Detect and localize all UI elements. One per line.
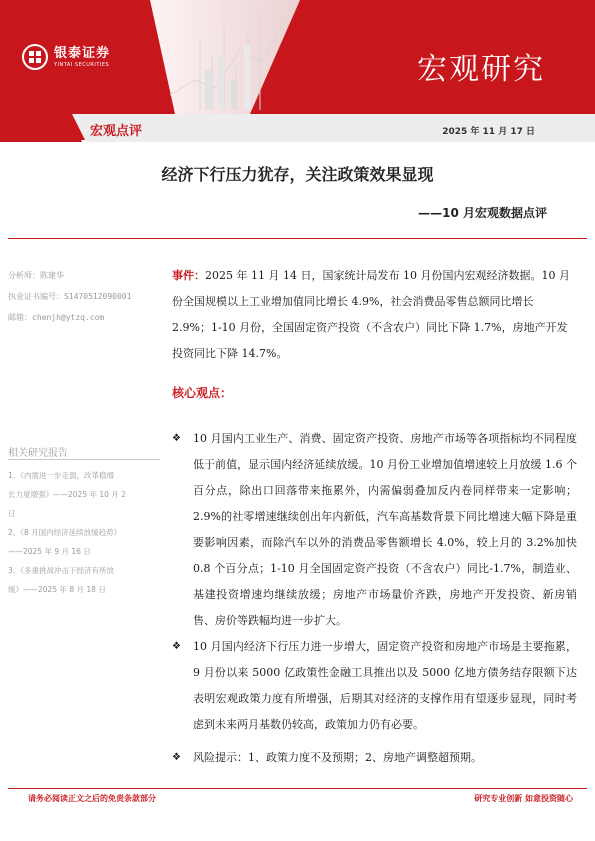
related-reports-list: [8, 466, 160, 599]
report-category: 宏观点评: [90, 124, 143, 139]
related-report-line: 缓》——2025 年 8 月 18 日: [8, 585, 106, 594]
core-view-item: [172, 634, 577, 738]
related-report-line: 3、《多重挑战冲击下经济有所放: [8, 566, 115, 575]
core-view-text: 10 月国内经济下行压力进一步增大，固定资产投资和房地产市场是主要拖累，9 月份以来 5000 亿政策性金融工具推出以及 5000 亿地方债务结存限额下达表明宏观政策力度有所增强，后期其对经济的支撑作用有望逐步显现，同时考虑到未来两月基数仍较高，政策加力仍有必要。: [193, 640, 577, 731]
related-report-item[interactable]: [8, 466, 160, 523]
disclaimer-note: 请务必阅读正文之后的免责条款部分: [28, 794, 156, 803]
related-report-line: 1、《内需进一步走弱，改革稳增: [8, 471, 115, 480]
diamond-bullet-icon: ❖: [172, 433, 181, 444]
report-date: 2025 年 11 月 17 日: [442, 127, 535, 137]
analyst-info: [8, 270, 158, 333]
related-report-item[interactable]: [8, 523, 160, 561]
company-logo: [22, 44, 110, 70]
event-text: 2025 年 11 月 14 日，国家统计局发布 10 月份国内宏观经济数据。10 月份全国规模以上工业增加值同比增长 4.9%，社会消费品零售总额同比增长 2.9%；1-10 月份，全国固定资产投资（不含农户）同比下降 1.7%，房地产开发投资同比下降 14.7%。: [172, 269, 570, 360]
event-paragraph: [172, 263, 574, 367]
diamond-bullet-icon: ❖: [172, 752, 181, 763]
event-label: 事件：: [172, 269, 205, 282]
core-views-label: 核心观点：: [172, 386, 233, 400]
analyst-license: 执业证书编号：S1470512090001: [8, 292, 132, 301]
core-view-item: [172, 745, 577, 771]
related-report-line: 2、《8 月国内经济延续放缓趋势》: [8, 528, 122, 537]
related-report-line: ——2025 年 9 月 16 日: [8, 547, 91, 556]
related-reports-divider: [8, 459, 160, 460]
core-view-text: 10 月国内工业生产、消费、固定资产投资、房地产市场等各项指标均不同程度低于前值，显示国内经济延续放缓。10 月份工业增加值增速较上月放缓 1.6 个百分点，除出口回落带来拖累外，内需偏弱叠加反内卷同样带来一定影响；2.9%的社零增速继续创出年内新低，汽车高基数背景下同比增速大幅下降是重要影响因素，而除汽车以外的消费品零售额增长 4.0%，较上月的 3.2%加快 0.8 个百分点；1-10 月全国固定资产投资（不含农户）同比-1.7%，制造业、基建投资增速均继续放缓；房地产市场量价齐跌，房地产开发投资、新房销售、房价等跌幅均进一步扩大。: [193, 432, 577, 627]
logo-chinese-name: 银泰证券: [54, 45, 111, 61]
analyst-email[interactable]: 邮箱：chenjh@ytzq.com: [8, 313, 105, 322]
analyst-name: 分析师：陈建华: [8, 271, 64, 280]
footer-slogan: 研究专业创新 如意投资随心: [474, 794, 573, 803]
related-report-item[interactable]: [8, 561, 160, 599]
yintai-logo-icon: [22, 44, 48, 70]
risk-warning-text: 风险提示：1、政策力度不及预期；2、房地产调整超预期。: [193, 751, 482, 764]
diamond-bullet-icon: ❖: [172, 641, 181, 652]
title-divider: [8, 238, 587, 239]
report-type: 宏观研究: [417, 52, 545, 87]
logo-english-name: YINTAI SECURITIES: [54, 61, 110, 68]
report-subtitle: ——10 月宏观数据点评: [418, 206, 547, 220]
report-title: 经济下行压力犹存，关注政策效果显现: [161, 165, 434, 184]
footer-divider: [8, 788, 587, 789]
related-report-line: 日: [8, 509, 16, 518]
related-reports-title: 相关研究报告: [8, 448, 68, 459]
related-report-line: 长力度增强》——2025 年 10 月 2: [8, 490, 126, 499]
core-view-item: [172, 426, 577, 634]
